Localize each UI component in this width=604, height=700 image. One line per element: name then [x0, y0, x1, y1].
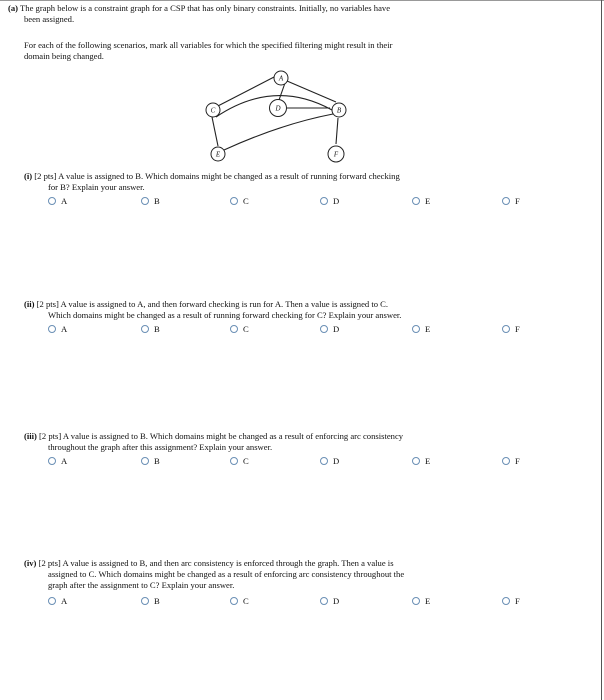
radio-icon[interactable] [230, 457, 238, 465]
option-label: B [154, 456, 160, 466]
option-e[interactable] [412, 456, 430, 466]
radio-icon[interactable] [320, 325, 328, 333]
radio-icon[interactable] [230, 197, 238, 205]
option-b[interactable] [141, 196, 160, 206]
option-c[interactable] [230, 324, 249, 334]
radio-icon[interactable] [48, 597, 56, 605]
option-label: E [425, 324, 431, 334]
question-iii [24, 431, 544, 453]
option-f[interactable] [502, 456, 520, 466]
option-label: A [61, 324, 68, 334]
instructions-line-1: For each of the following scenarios, mark all variables for which the specified filtering might result in their [24, 40, 393, 50]
option-a[interactable] [48, 456, 67, 466]
edge-c-a [214, 76, 276, 108]
radio-icon[interactable] [141, 457, 149, 465]
option-b[interactable] [141, 324, 160, 334]
right-border [601, 0, 602, 700]
top-border [0, 0, 604, 1]
radio-icon[interactable] [141, 197, 149, 205]
question-i-options [48, 196, 544, 207]
node-d [270, 100, 287, 117]
edge-e-b [224, 114, 333, 150]
edge-a-d [279, 83, 285, 100]
option-label: A [61, 456, 68, 466]
option-f[interactable] [502, 196, 520, 206]
option-label: A [61, 596, 68, 606]
option-b[interactable] [141, 456, 160, 466]
radio-icon[interactable] [320, 197, 328, 205]
instructions-line-2: domain being changed. [24, 51, 104, 61]
edge-b-f [336, 118, 338, 144]
option-d[interactable] [320, 324, 339, 334]
node-e-label: E [215, 150, 221, 159]
option-c[interactable] [230, 196, 249, 206]
option-e[interactable] [412, 324, 430, 334]
edge-c-e [212, 117, 218, 146]
question-iii-line-2: throughout the graph after this assignment? Explain your answer. [48, 442, 273, 452]
radio-icon[interactable] [141, 597, 149, 605]
option-label: A [61, 196, 68, 206]
option-label: B [154, 196, 160, 206]
option-label: C [243, 196, 249, 206]
radio-icon[interactable] [141, 325, 149, 333]
option-a[interactable] [48, 324, 67, 334]
constraint-graph [196, 66, 366, 170]
option-f[interactable] [502, 596, 520, 606]
question-ii-options [48, 324, 544, 335]
option-label: D [333, 196, 340, 206]
option-label: F [515, 456, 520, 466]
question-iv-line-2: assigned to C. Which domains might be changed as a result of enforcing arc consistency throughout the [48, 569, 405, 579]
option-d[interactable] [320, 456, 339, 466]
option-a[interactable] [48, 596, 67, 606]
radio-icon[interactable] [320, 457, 328, 465]
question-iii-line-1: [2 pts] A value is assigned to B. Which domains might be changed as a result of enforcing arc consistency [39, 431, 404, 441]
radio-icon[interactable] [502, 197, 510, 205]
part-label: (a) [8, 3, 19, 13]
intro-text [8, 3, 593, 25]
question-iv [24, 558, 544, 591]
option-label: E [425, 456, 431, 466]
node-d-label: D [275, 104, 281, 113]
question-iv-line-3: graph after the assignment to C? Explain your answer. [48, 580, 235, 590]
node-a-label: A [278, 74, 284, 83]
option-c[interactable] [230, 596, 249, 606]
radio-icon[interactable] [230, 597, 238, 605]
radio-icon[interactable] [412, 597, 420, 605]
question-i-line-1: [2 pts] A value is assigned to B. Which domains might be changed as a result of running forward checking [34, 171, 400, 181]
node-a [274, 71, 288, 85]
node-e [211, 147, 225, 161]
question-i-line-2: for B? Explain your answer. [48, 182, 145, 192]
radio-icon[interactable] [48, 197, 56, 205]
radio-icon[interactable] [48, 325, 56, 333]
question-ii [24, 299, 544, 321]
node-c [206, 103, 220, 117]
option-label: B [154, 596, 160, 606]
question-ii-line-2: Which domains might be changed as a result of running forward checking for C? Explain your answer. [48, 310, 402, 320]
option-label: C [243, 324, 249, 334]
option-label: E [425, 196, 431, 206]
option-e[interactable] [412, 596, 430, 606]
node-b-label: B [336, 106, 342, 115]
node-f [328, 146, 344, 162]
option-d[interactable] [320, 196, 339, 206]
option-label: D [333, 596, 340, 606]
option-label: B [154, 324, 160, 334]
option-f[interactable] [502, 324, 520, 334]
radio-icon[interactable] [230, 325, 238, 333]
radio-icon[interactable] [502, 597, 510, 605]
radio-icon[interactable] [412, 325, 420, 333]
radio-icon[interactable] [412, 197, 420, 205]
instructions [24, 40, 564, 62]
option-label: D [333, 456, 340, 466]
option-c[interactable] [230, 456, 249, 466]
radio-icon[interactable] [412, 457, 420, 465]
option-label: F [515, 196, 520, 206]
option-d[interactable] [320, 596, 339, 606]
intro-line-1: The graph below is a constraint graph for a CSP that has only binary constraints. Initially, no variables have [20, 3, 391, 13]
option-label: D [333, 324, 340, 334]
edge-a-b [287, 81, 336, 102]
radio-icon[interactable] [502, 325, 510, 333]
node-c-label: C [210, 106, 216, 115]
option-e[interactable] [412, 196, 430, 206]
question-ii-label: (ii) [24, 299, 35, 309]
option-label: C [243, 456, 249, 466]
option-a[interactable] [48, 196, 67, 206]
question-iv-line-1: [2 pts] A value is assigned to B, and then arc consistency is enforced through the graph. Then a value is [38, 558, 394, 568]
question-iii-options [48, 456, 544, 467]
option-label: F [515, 324, 520, 334]
question-iii-label: (iii) [24, 431, 37, 441]
intro-line-2: been assigned. [24, 14, 75, 24]
radio-icon[interactable] [48, 457, 56, 465]
option-label: E [425, 596, 431, 606]
question-i [24, 171, 544, 193]
option-label: C [243, 596, 249, 606]
question-i-label: (i) [24, 171, 33, 181]
question-iv-options [48, 596, 544, 607]
question-ii-line-1: [2 pts] A value is assigned to A, and then forward checking is run for A. Then a value is assigned to C. [36, 299, 389, 309]
radio-icon[interactable] [320, 597, 328, 605]
option-b[interactable] [141, 596, 160, 606]
node-f-label: F [333, 150, 339, 159]
radio-icon[interactable] [502, 457, 510, 465]
node-b [332, 103, 346, 117]
option-label: F [515, 596, 520, 606]
question-iv-label: (iv) [24, 558, 37, 568]
